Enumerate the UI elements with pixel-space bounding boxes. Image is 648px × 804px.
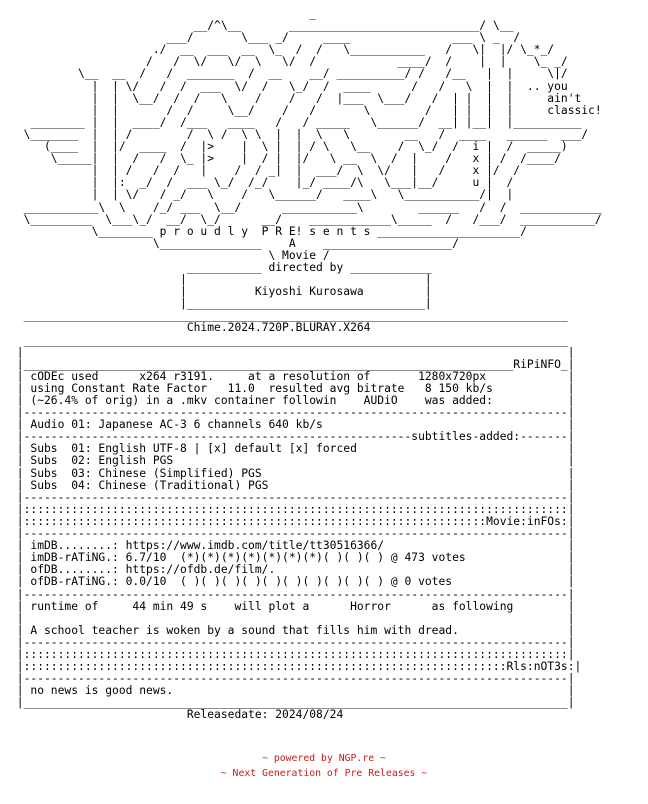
powered-by-line: ~ powered by NGP.re ~ <box>262 753 386 764</box>
nfo-ascii-text: _ __/^\__ ____________________________/ \__ ___/ \___ _/ ____ ___ \ _ / ./ __ ___ __ \_ / / \___________ / \| |/ \_*_/ / / \/ \/ \ \/ / ____/ / | | \_ _/ \__ __ / / _______ / __ __/ __________/ / /__ | | \|/ | | \/ / / ___ \/ / \_/ / ____ / / \ | | .. you | | \__/ / / \ / / / |___ \___/ / | | | | ain't | | / / \__/ / / \ / | | | | classic! ________ | | ____/ /___ ____ / / _____ \______/ __| |__| |__________ \_______ | | / / \ / \ \ | | \ \ __ / ____ ______ ___/ (____ | |/ ____ / |> | \ | | / \ \__ / \_/ / i | / _____) \_____| | / / \_ |> | / | |/ \ __ \ / | / x | / /____/ | | / / / | / / _| | ___/ \ \/ | / x |/ / | |: _/ / ___ \_/ /_/ |_/ ____/\ \___|__/ u | / | | \/ / _/ \ / \______/ ____\ \___________/| | ___________\ \ /_/ ___ \__/ ___________\ ______ / / ____________ \_________ \___\_/ __/ \_/ __/ ____________\_____ / /___/ ___________/ \________ p r o u d l y P R E! s e n t s _____________________/ \_______________ A ___________________/ \ Movie / ___________ directed by ____________ | | | Kiyoshi Kurosawa | |___________________________________| ________________________________________________________________________________ Chime.2024.720P.BLURAY.X264 ________________________________________________________________________________ | | |________________________________________________________________________RiPiNFO_| | cODEc used x264 r3191. at a resolution of 1280x720px | | using Constant Rate Factor 11.0 resulted avg bitrate 8 150 kb/s | | (~26.4% of orig) in a .mkv container followin AUDiO was added: | |--------------------------------------------------------------------------------| | Audio 01: Japanese AC-3 6 channels 640 kb/s | |---------------------------------------------------------subtitles-added:-------| | Subs 01: English UTF-8 | [x] default [x] forced | | Subs 02: English PGS | | Subs 03: Chinese (Simplified) PGS | | Subs 04: Chinese (Traditional) PGS | |--------------------------------------------------------------------------------| |::::::::::::::::::::::::::::::::::::::::::::::::::::::::::::::::::::::::::::::::| |::::::::::::::::::::::::::::::::::::::::::::::::::::::::::::::::::::Movie:inFOs:| |--------------------------------------------------------------------------------| | imDB........: https://www.imdb.com/title/tt30516366/ | | imDB-rATiNG.: 6.7/10 (*)(*)(*)(*)(*)(*)(*)( )( )( ) @ 473 votes | | ofDB........: https://ofdb.de/film/. | | ofDB-rATiNG.: 0.0/10 ( )( )( )( )( )( )( )( )( )( ) @ 0 votes | |--------------------------------------------------------------------------------| | runtime of 44 min 49 s will plot a Horror as following | | | | A school teacher is woken by a sound that fills him with dread. | |--------------------------------------------------------------------------------| |::::::::::::::::::::::::::::::::::::::::::::::::::::::::::::::::::::::::::::::::| |:::::::::::::::::::::::::::::::::::::::::::::::::::::::::::::::::::::::Rls:nOT3s:| |--------------------------------------------------------------------------------| | no news is good news. | |________________________________________________________________________________| Releasedate: 2024/08/24 <box>16 7 602 722</box>
tagline: ~ Next Generation of Pre Releases ~ <box>220 768 428 779</box>
